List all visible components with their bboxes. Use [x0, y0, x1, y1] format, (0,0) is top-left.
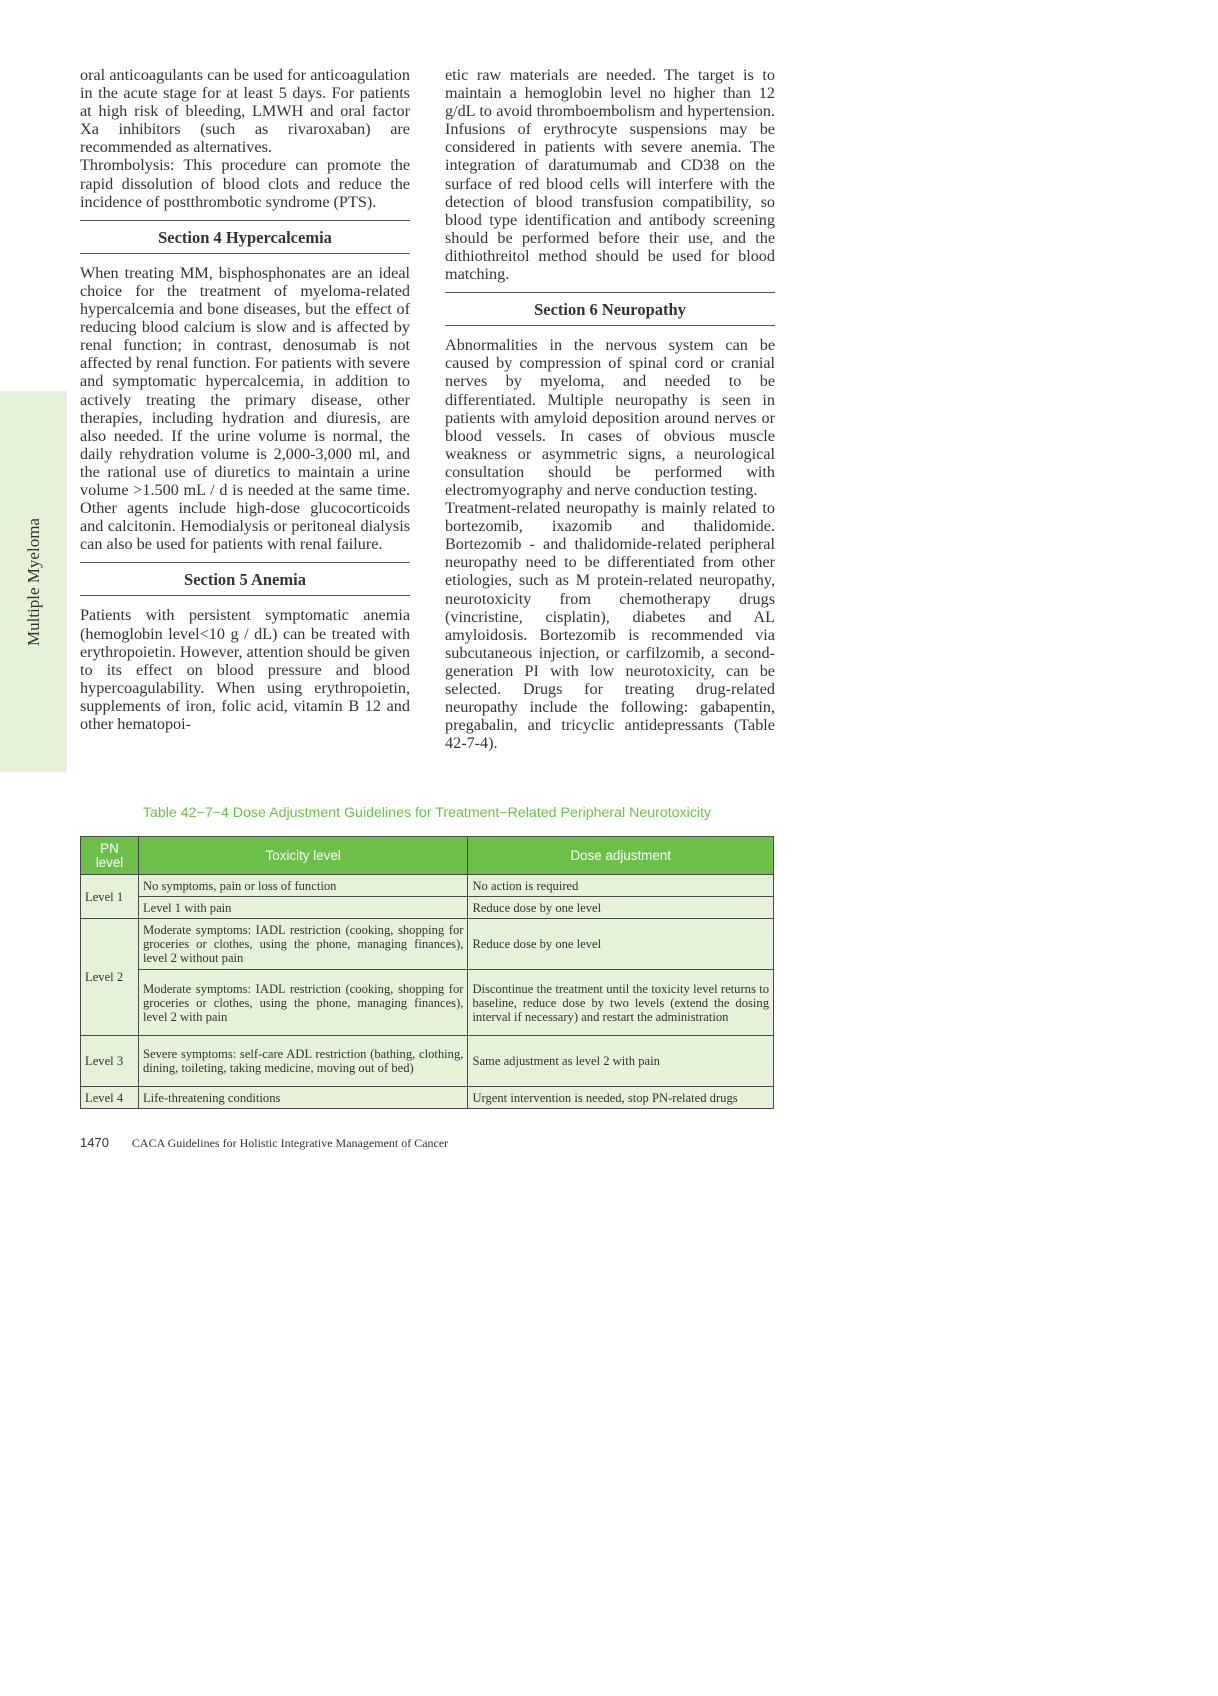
section-heading: Section 6 Neuropathy: [445, 292, 775, 326]
paragraph: Thrombolysis: This procedure can promote the rapid dissolution of blood clots and reduce the incidence of postthrombotic syndrome (PTS).: [80, 156, 410, 211]
table-row: [81, 875, 774, 897]
paragraph: Abnormalities in the nervous system can be caused by compression of spinal cord or cranial nerves by myeloma, and needed to be differentiated. Multiple neuropathy is seen in patients with amyloid deposition around nerves or blood vessels. In cases of obvious muscle weakness or asymmetric signs, a neurological consultation should be performed with electromyography and nerve conduction testing.: [445, 336, 775, 499]
table-row: [81, 1036, 774, 1087]
dose-cell: Urgent intervention is needed, stop PN-related drugs: [468, 1087, 774, 1109]
toxicity-cell: Moderate symptoms: IADL restriction (cooking, shopping for groceries or clothes, using the phone, managing finances), level 2 with pain: [138, 970, 467, 1036]
page-footer: [80, 1135, 448, 1151]
pn-level-cell: Level 2: [81, 919, 139, 1036]
pn-level-cell: Level 3: [81, 1036, 139, 1087]
table-row: [81, 1087, 774, 1109]
table-row: [81, 970, 774, 1036]
section-heading: Section 5 Anemia: [80, 562, 410, 596]
chapter-side-tab-label: Multiple Myeloma: [23, 517, 43, 646]
header-dose-adjustment: Dose adjustment: [468, 837, 774, 875]
left-column: [80, 66, 410, 733]
page-number: 1470: [80, 1135, 109, 1150]
toxicity-cell: No symptoms, pain or loss of function: [138, 875, 467, 897]
toxicity-cell: Moderate symptoms: IADL restriction (cooking, shopping for groceries or clothes, using the phone, managing finances), level 2 without pain: [138, 919, 467, 970]
pn-level-cell: Level 4: [81, 1087, 139, 1109]
paragraph: oral anticoagulants can be used for anticoagulation in the acute stage for at least 5 days. For patients at high risk of bleeding, LMWH and oral factor Xa inhibitors (such as rivaroxaban) are recommended as alternatives.: [80, 66, 410, 157]
table-caption: Table 42−7−4 Dose Adjustment Guidelines for Treatment−Related Peripheral Neurotoxicity: [142, 805, 712, 821]
header-toxicity-level: Toxicity level: [138, 837, 467, 875]
dose-adjustment-table: [80, 836, 774, 1109]
book-title: CACA Guidelines for Holistic Integrative Management of Cancer: [131, 1136, 449, 1150]
toxicity-cell: Severe symptoms: self-care ADL restriction (bathing, clothing, dining, toileting, taking medicine, moving out of bed): [138, 1036, 467, 1087]
paragraph: etic raw materials are needed. The target is to maintain a hemoglobin level no higher than 12 g/dL to avoid thromboembolism and hypertension. Infusions of erythrocyte suspensions may be considered in patients with severe anemia. The integration of daratumumab and CD38 on the surface of red blood cells will interfere with the detection of blood transfusion compatibility, so blood type identification and antibody screening should be performed before their use, and the dithiothreitol method should be used for blood matching.: [445, 66, 775, 284]
section-heading: Section 4 Hypercalcemia: [80, 220, 410, 254]
paragraph: When treating MM, bisphosphonates are an ideal choice for the treatment of myeloma-related hypercalcemia and bone diseases, but the effect of reducing blood calcium is slow and is affected by renal function; in contrast, denosumab is not affected by renal function. For patients with severe and symptomatic hypercalcemia, in addition to actively treating the primary disease, other therapies, including hydration and diuresis, are also needed. If the urine volume is normal, the daily rehydration volume is 2,000-3,000 ml, and the rational use of diuretics to maintain a urine volume >1.500 mL / d is needed at the same time. Other agents include high-dose glucocorticoids and calcitonin. Hemodialysis or peritoneal dialysis can also be used for patients with renal failure.: [80, 263, 410, 554]
dose-cell: No action is required: [468, 875, 774, 897]
header-pn-level: PN level: [81, 837, 139, 875]
toxicity-cell: Life-threatening conditions: [138, 1087, 467, 1109]
dose-cell: Same adjustment as level 2 with pain: [468, 1036, 774, 1087]
table-row: [81, 897, 774, 919]
chapter-side-tab: [0, 391, 67, 772]
paragraph: Patients with persistent symptomatic anemia (hemoglobin level<10 g / dL) can be treated with erythropoietin. However, attention should be given to its effect on blood pressure and blood hypercoagulability. When using erythropoietin, supplements of iron, folic acid, vitamin B 12 and other hematopoi-: [80, 606, 410, 733]
toxicity-cell: Level 1 with pain: [138, 897, 467, 919]
dose-cell: Reduce dose by one level: [468, 897, 774, 919]
dose-cell: Reduce dose by one level: [468, 919, 774, 970]
paragraph: Treatment-related neuropathy is mainly related to bortezomib, ixazomib and thalidomide. Bortezomib - and thalidomide-related peripheral neuropathy need to be differentiated from other etiologies, such as M protein-related neuropathy, neurotoxicity from chemotherapy drugs (vincristine, cisplatin), diabetes and AL amyloidosis. Bortezomib is recommended via subcutaneous injection, or carfilzomib, a second-generation PI with low neurotoxicity, can be selected. Drugs for treating drug-related neuropathy include the following: gabapentin, pregabalin, and tricyclic antidepressants (Table 42-7-4).: [445, 499, 775, 753]
pn-level-cell: Level 1: [81, 875, 139, 919]
table-header-row: [81, 837, 774, 875]
right-column: [445, 66, 775, 752]
table-row: [81, 919, 774, 970]
dose-cell: Discontinue the treatment until the toxicity level returns to baseline, reduce dose by two levels (extend the dosing interval if necessary) and restart the administration: [468, 970, 774, 1036]
